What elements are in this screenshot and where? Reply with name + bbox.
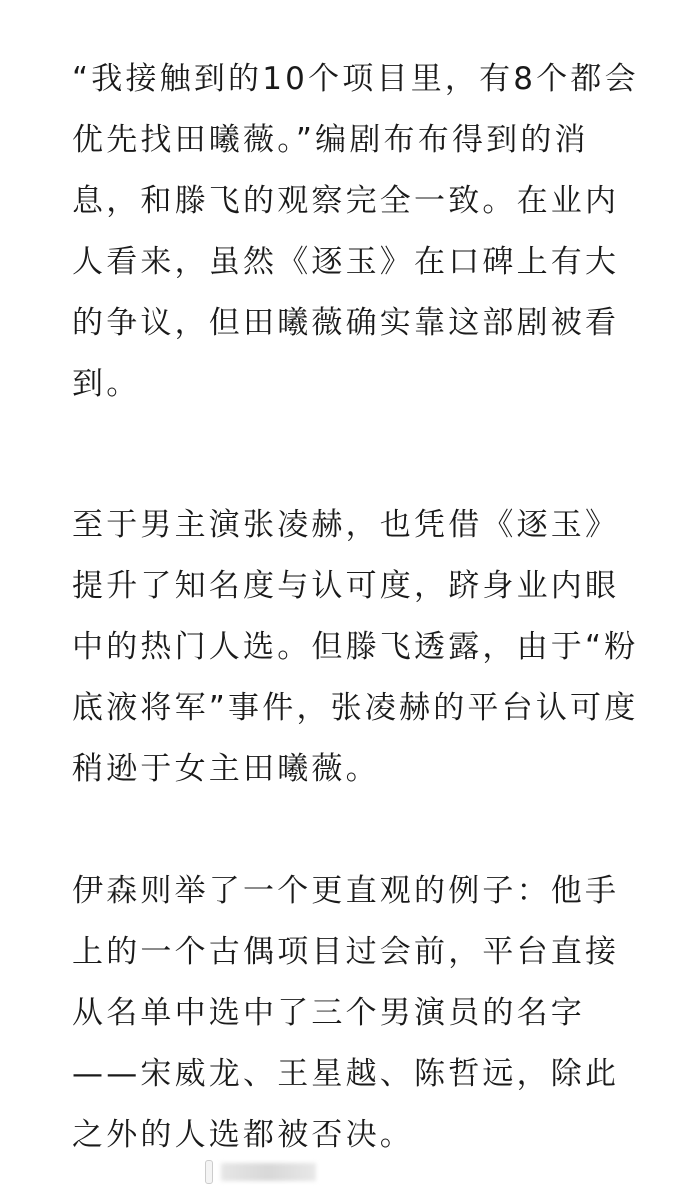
text-line: 之外的人选都被否决。 [72,1117,414,1153]
watermark-mark-icon [205,1160,213,1184]
paragraph-3 [72,861,672,1166]
text-line: 伊森则举了一个更直观的例子：他手 [72,873,620,909]
text-line: 到。 [72,366,141,402]
text-line: “我接触到的10个项目里，有8个都会 [72,61,639,97]
text-line: 的争议，但田曦薇确实靠这部剧被看 [72,305,620,341]
text-line: 息，和滕飞的观察完全一致。在业内 [72,183,620,219]
text-line: 从名单中选中了三个男演员的名字 [72,995,585,1031]
text-line: 稍逊于女主田曦薇。 [72,751,380,787]
paragraph-2 [72,495,672,800]
text-line: 中的热门人选。但滕飞透露，由于“粉 [72,629,639,665]
text-line: 人看来，虽然《逐玉》在口碑上有大 [72,244,620,280]
paragraph-1 [72,49,672,415]
blurred-watermark [205,1160,320,1184]
text-line: 优先找田曦薇。”编剧布布得到的消 [72,122,589,158]
text-line: 提升了知名度与认可度，跻身业内眼 [72,568,620,604]
text-line: 上的一个古偶项目过会前，平台直接 [72,934,620,970]
text-line: ——宋威龙、王星越、陈哲远，除此 [72,1056,620,1092]
watermark-blur [221,1163,316,1181]
text-line: 底液将军”事件，张凌赫的平台认可度 [72,690,639,726]
text-line: 至于男主演张凌赫，也凭借《逐玉》 [72,507,620,543]
